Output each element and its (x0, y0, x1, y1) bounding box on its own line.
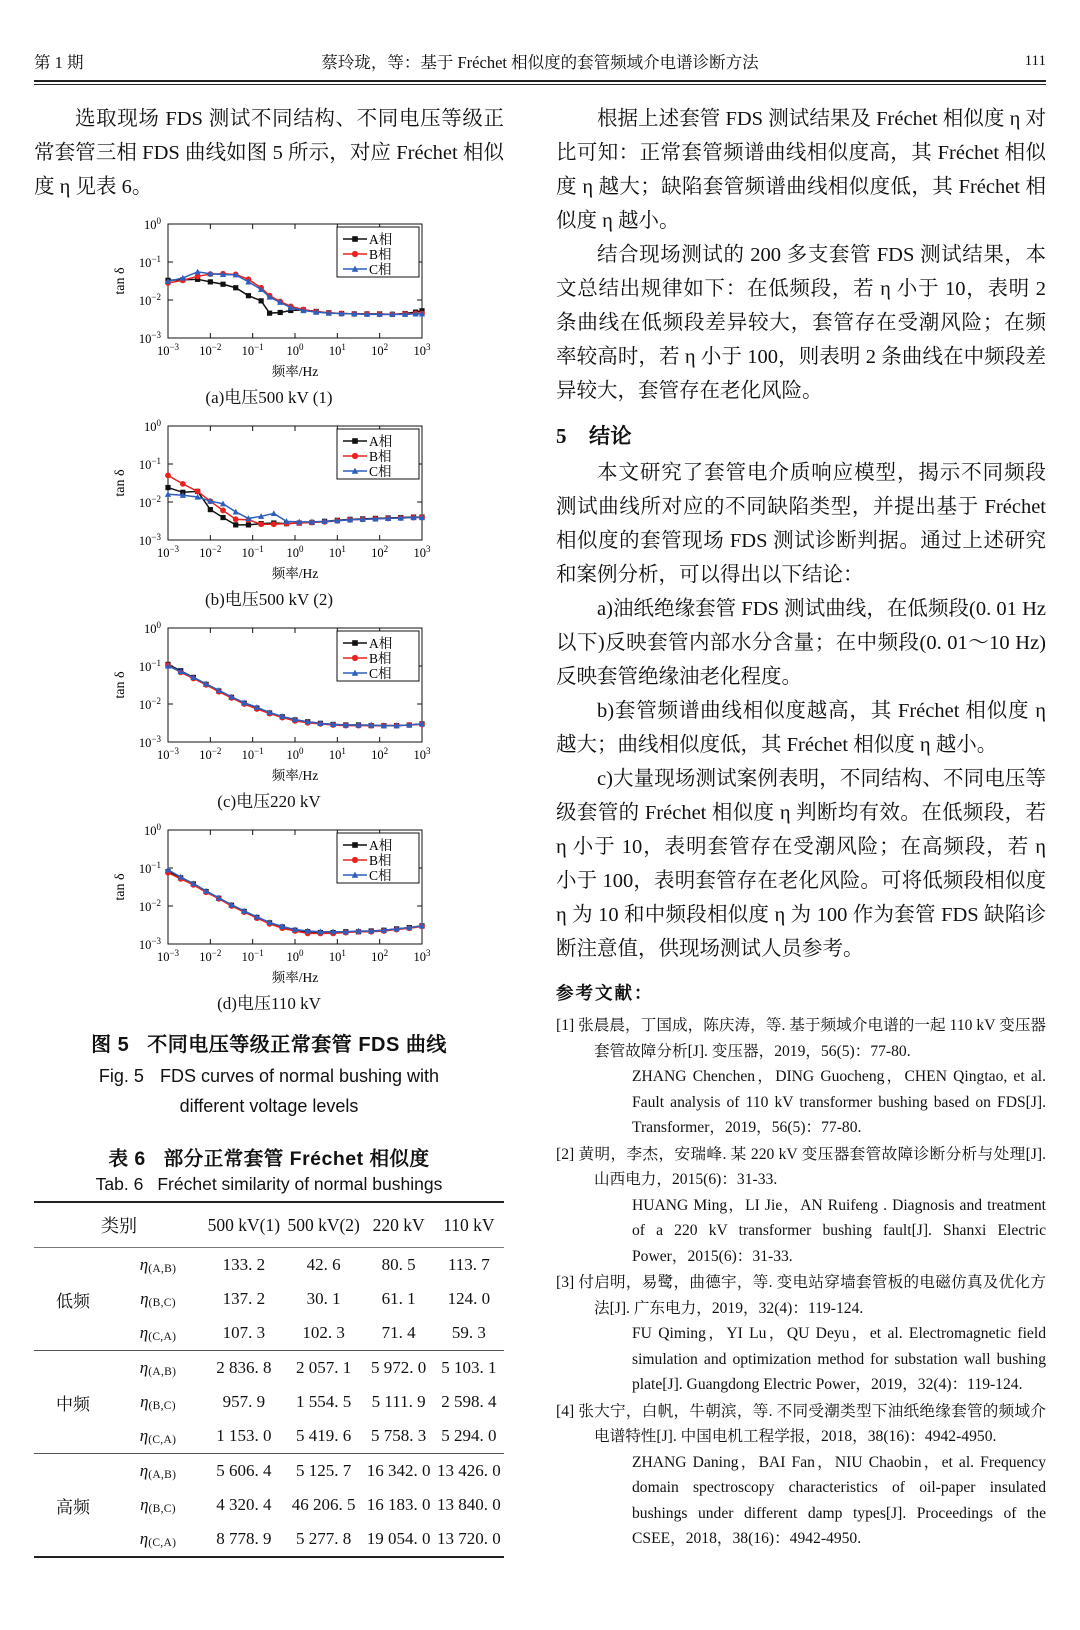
svg-text:103: $10^3$ (413, 544, 431, 560)
chart-a-caption: (a)电压500 kV (1) (205, 388, 333, 407)
reference-number: [1] (556, 1017, 579, 1034)
table-row (34, 1351, 504, 1386)
figure-caption-en (34, 1061, 504, 1121)
table-caption-cn-text: 部分正常套管 Fréchet 相似度 (163, 1148, 430, 1170)
table-cell: 61. 1 (381, 1289, 416, 1308)
table-cell: 46 206. 5 (291, 1495, 356, 1514)
svg-text:102: $10^2$ (371, 746, 389, 762)
chart-c (104, 614, 434, 789)
reference-item (556, 1399, 1046, 1552)
svg-text:100: $10^0$ (144, 822, 161, 838)
chart-a-wrap (34, 210, 504, 385)
figure-caption-cn-lead: 图 5 (91, 1034, 130, 1056)
table-cell: 59. 3 (451, 1323, 486, 1342)
svg-text:C相: C相 (369, 262, 392, 277)
col-header-category: 类别 (101, 1216, 137, 1236)
svg-text:tan δ: tan δ (113, 267, 128, 295)
similarity-table (34, 1201, 504, 1558)
table-caption-en-text: Fréchet similarity of normal bushings (157, 1174, 443, 1194)
paragraph-6: c)大量现场测试案例表明，不同结构、不同电压等级套管的 Fréchet 相似度 η 判断均有效。在低频段，若 η 小于 10，表明套管存在受潮风险；在高频段，若 η 小于 100，表明套管存在老化风险。可将低频段相似度 η 为 10 和中频段相似度 η 为 100 作为套管 FDS 缺陷诊断注意值，供现场测试人员参考。 (556, 768, 1046, 960)
row-label-eta: η(A,B) (139, 1461, 177, 1481)
svg-text:B相: B相 (369, 651, 392, 666)
svg-text:102: $10^2$ (371, 342, 389, 358)
table-cell: 2 057. 1 (296, 1358, 352, 1377)
table-cell: 4 320. 4 (216, 1495, 272, 1514)
table-cell: 5 125. 7 (296, 1461, 352, 1480)
svg-text:10−1: $10^{-1}$ (241, 746, 264, 762)
references-heading: 参考文献： (556, 983, 654, 1003)
table-6 (34, 1143, 504, 1558)
table-cell: 13 426. 0 (437, 1461, 501, 1480)
table-cell: 30. 1 (306, 1289, 341, 1308)
svg-text:频率/Hz: 频率/Hz (271, 768, 319, 783)
reference-text-en: FU Qiming，YI Lu，QU Deyu，et al. Electromagnetic field simulation and optimization method for substation wall bushing plate[J]. Guangdong Electric Power，2019，32(4)：119-124. (632, 1325, 1046, 1393)
chart-d (104, 816, 434, 991)
table-cell: 13 840. 0 (437, 1495, 501, 1514)
svg-text:10−3: $10^{-3}$ (138, 532, 161, 548)
table-cell: 13 720. 0 (437, 1529, 501, 1548)
table-cell: 5 758. 3 (371, 1426, 427, 1445)
svg-text:10−1: $10^{-1}$ (138, 254, 161, 270)
running-head-issue: 第 1 期 (34, 53, 84, 72)
svg-text:10−2: $10^{-2}$ (199, 544, 222, 560)
svg-text:C相: C相 (369, 464, 392, 479)
paragraph-5: b)套管频谱曲线相似度越高，其 Fréchet 相似度 η 越大；曲线相似度低，其 Fréchet 相似度 η 越小。 (556, 700, 1046, 756)
figure-caption-cn (34, 1028, 504, 1057)
table-cell: 8 778. 9 (216, 1529, 272, 1548)
table-head (34, 1202, 504, 1248)
chart-d-wrap (34, 816, 504, 991)
figure-caption-en-lead: Fig. 5 (98, 1066, 144, 1086)
svg-text:10−2: $10^{-2}$ (199, 948, 222, 964)
svg-text:频率/Hz: 频率/Hz (271, 970, 319, 985)
running-head-title: 蔡玲珑，等：基于 Fréchet 相似度的套管频域介电谱诊断方法 (321, 53, 759, 72)
table-caption-en (34, 1174, 504, 1195)
svg-text:101: $10^1$ (328, 948, 346, 964)
table-cell: 124. 0 (447, 1289, 491, 1308)
col-header-110kv: 110 kV (443, 1214, 495, 1235)
table-cell: 5 972. 0 (371, 1358, 427, 1377)
table-cell: 5 277. 8 (296, 1529, 352, 1548)
table-cell: 957. 9 (222, 1392, 266, 1411)
table-cell: 5 103. 1 (441, 1358, 497, 1377)
col-header-500kv-1: 500 kV(1) (207, 1214, 281, 1235)
svg-text:100: $10^0$ (286, 746, 304, 762)
table-body (34, 1248, 504, 1558)
chart-b-wrap (34, 412, 504, 587)
svg-text:102: $10^2$ (371, 544, 389, 560)
svg-text:A相: A相 (369, 232, 393, 247)
svg-text:102: $10^2$ (371, 948, 389, 964)
svg-text:C相: C相 (369, 666, 392, 681)
table-row (34, 1454, 504, 1489)
svg-text:100: $10^0$ (144, 620, 161, 636)
svg-text:10−3: $10^{-3}$ (138, 936, 161, 952)
chart-c-caption: (c)电压220 kV (217, 792, 321, 811)
svg-text:10−2: $10^{-2}$ (138, 292, 161, 308)
figure-caption-en-line1: FDS curves of normal bushing with (159, 1066, 440, 1086)
svg-text:10−2: $10^{-2}$ (138, 898, 161, 914)
chart-b-caption: (b)电压500 kV (2) (204, 590, 334, 609)
row-group-label: 低频 (56, 1291, 90, 1311)
chart-a (104, 210, 434, 385)
reference-text-cn: 张晨晨，丁国成，陈庆涛，等. 基于频域介电谱的一起 110 kV 变压器套管故障分析[J]. 变压器，2019，56(5)：77-80. (578, 1017, 1046, 1060)
svg-text:10−3: $10^{-3}$ (156, 544, 180, 560)
svg-text:A相: A相 (369, 838, 393, 853)
paragraph-2: 结合现场测试的 200 多支套管 FDS 测试结果，本文总结出规律如下：在低频段，若 η 小于 10，表明 2 条曲线在低频段差异较大，套管存在受潮风险；在频率较高时，若 η 小于 100，则表明 2 条曲线在中频段差异较大，套管存在老化风险。 (556, 244, 1046, 402)
svg-text:10−1: $10^{-1}$ (241, 544, 264, 560)
table-cell: 16 342. 0 (366, 1461, 431, 1480)
svg-text:10−2: $10^{-2}$ (199, 746, 222, 762)
svg-text:103: $10^3$ (413, 342, 431, 358)
table-cell: 5 419. 6 (296, 1426, 352, 1445)
svg-text:频率/Hz: 频率/Hz (271, 364, 319, 379)
svg-text:10−2: $10^{-2}$ (138, 494, 161, 510)
svg-text:10−1: $10^{-1}$ (138, 456, 161, 472)
table-cell: 71. 4 (381, 1323, 416, 1342)
reference-number: [4] (556, 1402, 579, 1420)
header-rule (34, 80, 1046, 82)
svg-text:B相: B相 (369, 853, 392, 868)
row-label-eta: η(A,B) (139, 1255, 177, 1275)
reference-number: [2] (556, 1145, 579, 1163)
table-cell: 80. 5 (381, 1255, 416, 1274)
section-title: 结论 (589, 425, 632, 448)
row-label-eta: η(B,C) (140, 1392, 176, 1412)
reference-text-cn: 黄明，李杰，安瑞峰. 某 220 kV 变压器套管故障诊断分析与处理[J]. 山西电力，2015(6)：31-33. (578, 1145, 1046, 1188)
paragraph-3: 本文研究了套管电介质响应模型，揭示不同频段测试曲线所对应的不同缺陷类型，并提出基于 Fréchet 相似度的套管现场 FDS 测试诊断判据。通过上述研究和案例分析，可以得出以下结论： (556, 462, 1046, 586)
svg-text:tan δ: tan δ (113, 671, 128, 699)
svg-text:10−3: $10^{-3}$ (156, 948, 180, 964)
reference-text-en: ZHANG Chenchen，DING Guocheng，CHEN Qingtao, et al. Fault analysis of 110 kV transformer bushing based on FDS[J]. Transformer，2019，56(5)：77-80. (632, 1068, 1046, 1136)
svg-text:10−3: $10^{-3}$ (156, 746, 180, 762)
table-cell: 5 294. 0 (441, 1426, 497, 1445)
row-label-eta: η(B,C) (140, 1289, 176, 1309)
svg-text:10−3: $10^{-3}$ (138, 330, 161, 346)
reference-text-en: HUANG Ming，LI Jie，AN Ruifeng . Diagnosis and treatment of a 220 kV transformer bushing fault[J]. Shanxi Electric Power，2015(6)：31-33. (632, 1196, 1046, 1265)
reference-text-cn: 张大宁，白帆，牛朝滨，等. 不同受潮类型下油纸绝缘套管的频域介电谱特性[J]. 中国电机工程学报，2018，38(16)：4942-4950. (578, 1402, 1046, 1445)
figure-caption-en-line2: different voltage levels (179, 1096, 359, 1116)
svg-text:10−2: $10^{-2}$ (138, 696, 161, 712)
table-cell: 5 606. 4 (216, 1461, 272, 1480)
table-cell: 42. 6 (306, 1255, 341, 1274)
svg-text:B相: B相 (369, 449, 392, 464)
svg-text:频率/Hz: 频率/Hz (271, 566, 319, 581)
col-header-220kv: 220 kV (372, 1214, 425, 1235)
svg-text:10−1: $10^{-1}$ (138, 658, 161, 674)
intro-paragraph: 选取现场 FDS 测试不同结构、不同电压等级正常套管三相 FDS 曲线如图 5 所示，对应 Fréchet 相似度 η 见表 6。 (34, 108, 504, 198)
section-number: 5 (556, 424, 567, 448)
paragraph-4: a)油纸绝缘套管 FDS 测试曲线，在低频段(0. 01 Hz 以下)反映套管内部水分含量；在中频段(0. 01～10 Hz)反映套管绝缘油老化程度。 (556, 598, 1046, 688)
svg-text:10−1: $10^{-1}$ (241, 342, 264, 358)
chart-d-caption: (d)电压110 kV (217, 994, 321, 1013)
figure-5 (34, 210, 504, 1121)
table-caption-cn-lead: 表 6 (108, 1148, 146, 1170)
svg-text:A相: A相 (369, 434, 393, 449)
svg-text:10−1: $10^{-1}$ (241, 948, 264, 964)
svg-text:100: $10^0$ (144, 418, 161, 434)
svg-text:B相: B相 (369, 247, 392, 262)
row-label-eta: η(C,A) (139, 1323, 177, 1343)
svg-text:10−3: $10^{-3}$ (138, 734, 161, 750)
table-cell: 19 054. 0 (366, 1529, 431, 1548)
svg-text:103: $10^3$ (413, 746, 431, 762)
svg-text:101: $10^1$ (328, 342, 346, 358)
right-column (556, 102, 1046, 1553)
svg-text:100: $10^0$ (144, 216, 161, 232)
row-group-label: 中频 (56, 1394, 90, 1414)
svg-text:10−3: $10^{-3}$ (156, 342, 180, 358)
table-cell: 2 836. 8 (216, 1358, 272, 1377)
paragraph-1: 根据上述套管 FDS 测试结果及 Fréchet 相似度 η 对比可知：正常套管频谱曲线相似度高，其 Fréchet 相似度 η 越大；缺陷套管频谱曲线相似度低，其 Fréchet 相似度 η 越小。 (556, 108, 1046, 232)
reference-item (556, 1270, 1046, 1398)
table-cell: 137. 2 (222, 1289, 266, 1308)
table-cell: 1 554. 5 (296, 1392, 352, 1411)
reference-text-cn: 付启明，易鹭，曲德宇，等. 变电站穿墙套管板的电磁仿真及优化方法[J]. 广东电力，2019，32(4)：119-124. (578, 1274, 1046, 1317)
table-row (34, 1248, 504, 1283)
chart-b (104, 412, 434, 587)
running-head (34, 44, 1046, 78)
row-label-eta: η(B,C) (140, 1495, 176, 1515)
page-number: 111 (1024, 52, 1046, 69)
svg-text:100: $10^0$ (286, 544, 304, 560)
svg-text:103: $10^3$ (413, 948, 431, 964)
table-cell: 133. 2 (222, 1255, 266, 1274)
row-label-eta: η(C,A) (139, 1529, 177, 1549)
col-header-500kv-2: 500 kV(2) (287, 1214, 360, 1235)
svg-text:100: $10^0$ (286, 948, 304, 964)
table-cell: 16 183. 0 (366, 1495, 431, 1514)
table-caption-cn (34, 1143, 504, 1171)
reference-item (556, 1142, 1046, 1270)
row-label-eta: η(C,A) (139, 1426, 177, 1446)
svg-text:tan δ: tan δ (113, 469, 128, 497)
reference-list (556, 1013, 1046, 1552)
svg-text:101: $10^1$ (328, 544, 346, 560)
section-heading-conclusion (556, 420, 1046, 450)
table-header-row (34, 1202, 504, 1248)
table-cell: 102. 3 (302, 1323, 345, 1342)
left-column (34, 102, 504, 1558)
table-cell: 5 111. 9 (371, 1392, 426, 1411)
table-cell: 107. 3 (222, 1323, 266, 1342)
chart-c-wrap (34, 614, 504, 789)
row-group-label: 高频 (56, 1497, 90, 1517)
table-caption-en-lead: Tab. 6 (95, 1174, 144, 1194)
figure-caption-cn-text: 不同电压等级正常套管 FDS 曲线 (147, 1034, 447, 1056)
svg-text:tan δ: tan δ (113, 873, 128, 901)
svg-text:10−2: $10^{-2}$ (199, 342, 222, 358)
svg-text:10−1: $10^{-1}$ (138, 860, 161, 876)
table-cell: 113. 7 (447, 1255, 490, 1274)
reference-item (556, 1013, 1046, 1141)
svg-text:A相: A相 (369, 636, 393, 651)
row-label-eta: η(A,B) (139, 1358, 177, 1378)
reference-number: [3] (556, 1274, 579, 1291)
svg-text:101: $10^1$ (328, 746, 346, 762)
svg-text:100: $10^0$ (286, 342, 304, 358)
svg-text:C相: C相 (369, 868, 392, 883)
table-cell: 1 153. 0 (216, 1426, 272, 1445)
reference-text-en: ZHANG Daning，BAI Fan，NIU Chaobin，et al. Frequency domain spectroscopy characteristics of oil-paper insulated bushings under different damp types[J]. Proceedings of the CSEE，2018，38(16)：4942-4950. (632, 1453, 1046, 1547)
table-cell: 2 598. 4 (441, 1392, 497, 1411)
